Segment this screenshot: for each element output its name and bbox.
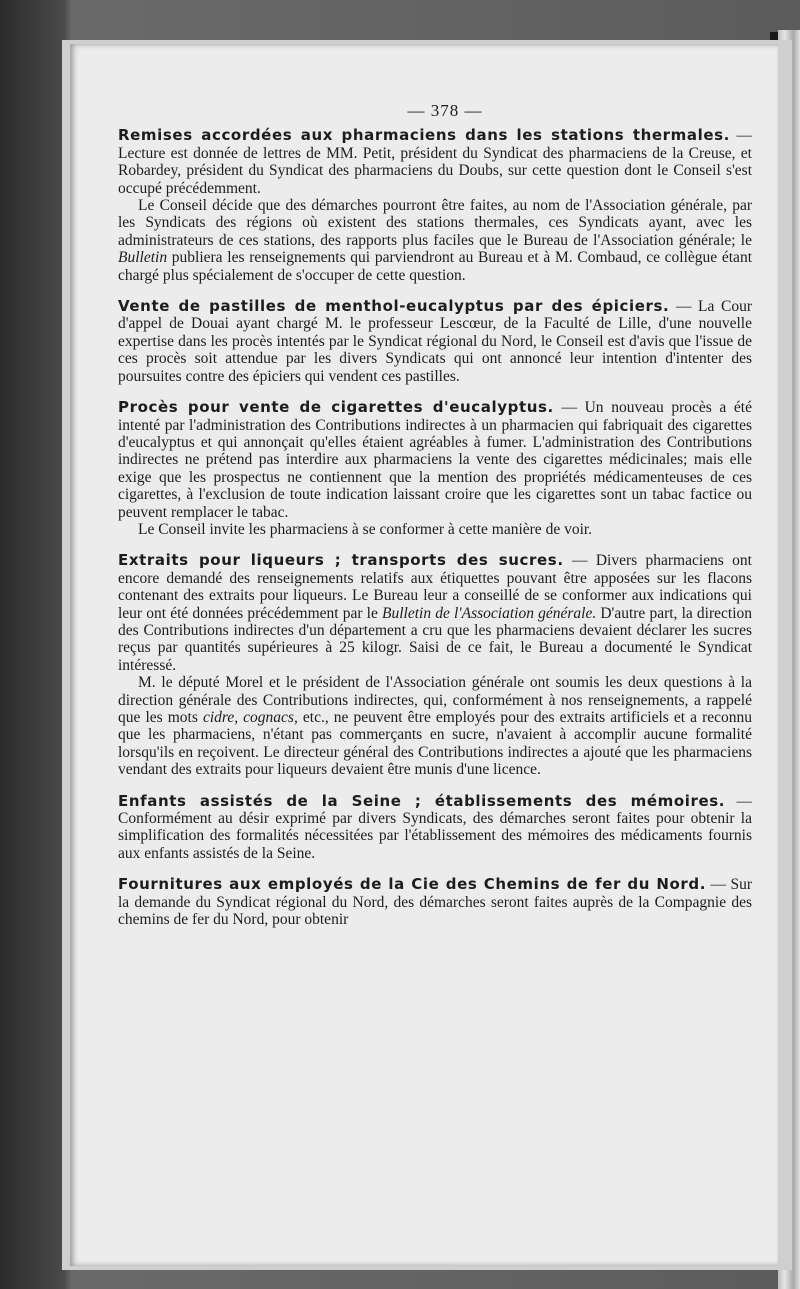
text-remises: — Lecture est donnée de lettres de MM. Petit, président du Syndicat des pharmaciens de la Creuse, et Robardey, président du Syndicat des pharmaciens du Doubs, sur cette question dont le Conseil s'est occupé précédemment. bbox=[118, 127, 752, 197]
paragraph-depute-morel bbox=[118, 674, 752, 778]
page-content bbox=[118, 102, 752, 942]
heading-pastilles: Vente de pastilles de menthol-eucalyptus par des épiciers. bbox=[118, 297, 670, 316]
italic-cidre-cognacs: cidre, cognacs, bbox=[202, 709, 298, 726]
text-extraits-b: D'autre part, la direction des Contributions indirectes d'un département a cru que les pharmaciens devaient déclarer les sucres reçus par quantités supérieures à 25 kilogr. Saisi de ce fait, le Bureau a documenté le Syndicat intéressé. bbox=[118, 604, 753, 674]
paragraph-enfants-assistes bbox=[118, 793, 752, 863]
paragraph-remises bbox=[118, 127, 752, 197]
paragraph-extraits bbox=[118, 552, 752, 674]
heading-fournitures: Fournitures aux employés de la Cie des Chemins de fer du Nord. bbox=[118, 875, 707, 894]
page-number: — 378 — bbox=[407, 101, 483, 120]
paragraph-fournitures bbox=[118, 876, 752, 928]
italic-bulletin-association: Bulletin de l'Association générale. bbox=[382, 604, 597, 622]
text-conseil-invite: Le Conseil invite les pharmaciens à se conformer à cette manière de voir. bbox=[138, 520, 593, 538]
heading-enfants-assistes: Enfants assistés de la Seine ; établissements des mémoires. bbox=[118, 791, 726, 810]
text-conseil-decide-b: publiera les renseignements qui parviendront au Bureau et à M. Combaud, ce collègue étant chargé plus spécialement de s'occuper de cette question. bbox=[118, 249, 752, 284]
text-cigarettes: — Un nouveau procès a été intenté par l'administration des Contributions indirectes à un pharmacien qui fabriquait des cigarettes d'eucalyptus et qui annonçait qu'elles étaient agréables à fumer. L'administration des Contributions indirectes ne prétend pas interdire aux pharmaciens la vente des cigarettes médicinales; mais elle exige que les prospectus ne contiennent que la mention des propriétés médicamenteuses de ces cigarettes, à l'exclusion de toute indication laissant croire que les cigarettes sont un tabac factice ou peuvent remplacer le tabac. bbox=[118, 399, 752, 521]
text-morel-b: etc., ne peuvent être employés pour des extraits artificiels et a reconnu que les pharmaciens, n'étant pas commerçants en sucre, n'avaient à accomplir aucune formalité lorsqu'ils en reçoivent. Le directeur général des Contributions indirectes a ajouté que les pharmaciens vendant des extraits pour liqueurs devaient être munis d'une licence. bbox=[118, 709, 752, 779]
heading-cigarettes: Procès pour vente de cigarettes d'eucalyptus. bbox=[118, 398, 554, 417]
paragraph-pastilles bbox=[118, 298, 752, 385]
text-fournitures: — Sur la demande du Syndicat régional du Nord, des démarches seront faites auprès de la Compagnie des chemins de fer du Nord, pour obtenir bbox=[118, 876, 752, 929]
text-pastilles: — La Cour d'appel de Douai ayant chargé M. le professeur Lescœur, de la Faculté de Lille, d'une nouvelle expertise dans les procès intentés par le Syndicat régional du Nord, le Conseil est d'avis que l'issue de ces procès soit attendue par les divers Syndicats qui ont annoncé leur intention d'intenter des poursuites contre des épiciers qui vendent ces pastilles. bbox=[118, 298, 752, 385]
paragraph-cigarettes bbox=[118, 399, 752, 521]
text-extraits-a: — Divers pharmaciens ont encore demandé des renseignements relatifs aux étiquettes pouvant être apposées sur les flacons contenant des extraits pour liqueurs. Le Bureau leur a conseillé de se conformer aux indications qui leur ont été données précédemment par le bbox=[118, 552, 752, 622]
text-conseil-decide-a: Le Conseil décide que des démarches pourront être faites, au nom de l'Association générale, par les Syndicats des régions où existent des stations thermales, ces Syndicats ayant, avec les administrateurs de ces stations, des rapports plus faciles que le Bureau de l'Association générale; le bbox=[118, 197, 752, 249]
paragraph-conseil-invite bbox=[118, 521, 752, 538]
heading-remises: Remises accordées aux pharmaciens dans les stations thermales. bbox=[118, 126, 730, 145]
paragraph-conseil-decide bbox=[118, 197, 752, 284]
text-enfants-assistes: — Conformément au désir exprimé par divers Syndicats, des démarches seront faites pour obtenir la simplification des formalités nécessitées par l'établissement des mémoires des médicaments fournis aux enfants assistés de la Seine. bbox=[118, 792, 752, 862]
text-morel-a: M. le député Morel et le président de l'Association générale ont soumis les deux questions à la direction générale des Contributions indirectes, qui, conformément à nos renseignements, a rappelé que les mots bbox=[118, 674, 752, 726]
heading-extraits: Extraits pour liqueurs ; transports des sucres. bbox=[118, 551, 564, 570]
italic-bulletin: Bulletin bbox=[118, 249, 168, 267]
